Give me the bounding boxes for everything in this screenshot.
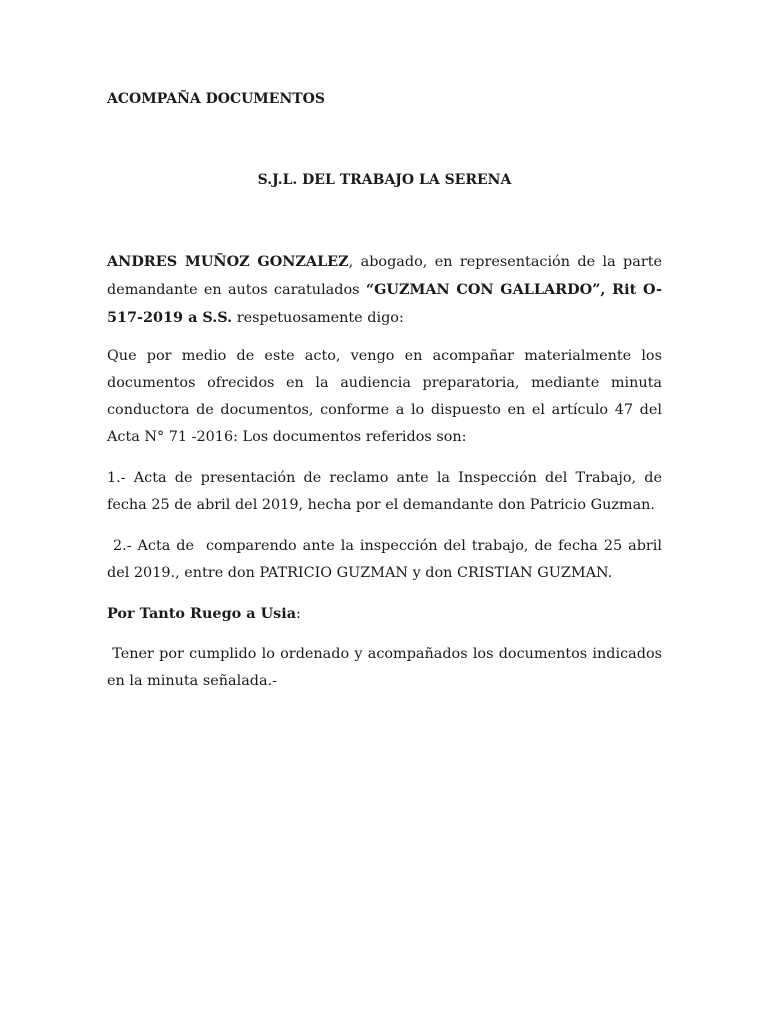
intro-closing-text: respetuosamente digo: [232, 310, 404, 326]
document-item-2: 2.- Acta de comparendo ante la inspección del trabajo, de fecha 25 abril del 2019., entre don PATRICIO GUZMAN y don CRISTIAN GUZMAN. [107, 538, 667, 581]
court-heading: S.J.L. DEL TRABAJO LA SERENA [257, 172, 512, 188]
petition-colon: : [296, 606, 301, 622]
intro-paragraph [107, 248, 662, 332]
petition-label: Por Tanto Ruego a Usia [107, 605, 297, 622]
subject-heading: ACOMPAÑA DOCUMENTOS [107, 91, 325, 107]
petition-line [107, 600, 662, 628]
case-name: “GUZMAN CON GALLARDO”, Rit O-517-2019 a S.S. [107, 281, 662, 326]
main-paragraph: Que por medio de este acto, vengo en acompañar materialmente los documentos ofrecidos en la audiencia preparatoria, mediante minuta conductora de documentos, conforme a lo dispuesto en el artículo 47 del Acta N° 71 -2016: Los documentos referidos son: [107, 348, 662, 445]
document-item-1: 1.- Acta de presentación de reclamo ante la Inspección del Trabajo, de fecha 25 de abril del 2019, hecha por el demandante don Patricio Guzman. [107, 470, 662, 513]
intro-text: , abogado, en representación de la parte demandante en autos caratulados [107, 254, 663, 298]
lawyer-name: ANDRES MUÑOZ GONZALEZ [107, 253, 349, 270]
closing-paragraph: Tener por cumplido lo ordenado y acompañados los documentos indicados en la minuta señalada.- [107, 646, 667, 689]
